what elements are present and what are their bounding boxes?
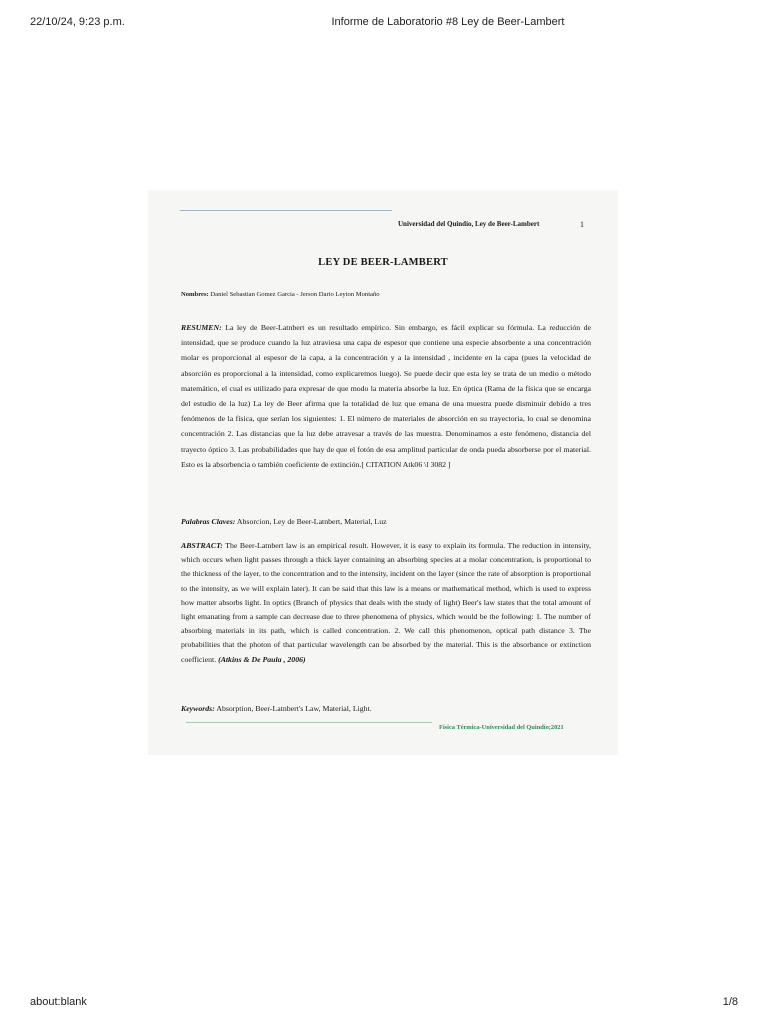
palabras-claves-text: Absorcion, Ley de Beer-Latnbert, Material, Luz — [236, 517, 387, 526]
print-url: about:blank — [30, 996, 87, 1008]
resumen-paragraph — [181, 320, 591, 472]
authors-names: Daniel Sebastian Gomez Garcia - Jerson Dario Leyton Montaño — [210, 291, 380, 298]
authors-label: Nombres: — [181, 291, 209, 298]
keywords-label: Keywords: — [181, 704, 215, 713]
palabras-claves-paragraph — [181, 514, 591, 529]
footer-rule — [186, 722, 432, 723]
keywords-paragraph — [181, 701, 591, 716]
resumen-label: RESUMEN: — [181, 323, 222, 332]
footer-note: Física Térmica-Universidad del Quindío;2021 — [439, 724, 564, 731]
document-page — [148, 190, 618, 755]
print-datetime: 22/10/24, 9:23 p.m. — [30, 16, 125, 28]
palabras-claves-label: Palabras Claves: — [181, 517, 236, 526]
document-title: LEY DE BEER-LAMBERT — [318, 257, 448, 268]
header-rule — [180, 210, 392, 211]
print-footer — [0, 996, 768, 1012]
print-page-title: Informe de Laboratorio #8 Ley de Beer-Lambert — [331, 16, 565, 28]
abstract-text: The Beer-Latnbert law is an empirical result. However, it is easy to explain its formula. The reduction in intensity, which occurs when light passes through a thick layer containing an absorbing species at a molar concentration, is proportional to the thickness of the layer, to the concentration and to the intensity, incident on the layer (since the rate of absorption is proportional to the intensity, as we will explain later). It can be said that this law is a means or mathematical method, which is used to express how matter absorbs light. In optics (Branch of physics that deals with the study of light) Beer's law states that the total amount of light emanating from a sample can decrease due to three phenomena of physics, which would be the following: 1. The number of absorbing materials in its path, which is called concentration. 2. We call this phenomenon, optical path distance 3. The probabilities that the photon of that particular wavelength can be absorbed by the material. This is the absorbance or extinction coefficient. — [181, 541, 592, 664]
print-page-indicator: 1/8 — [722, 996, 738, 1008]
running-head: Universidad del Quindío, Ley de Beer-Lambert — [398, 220, 540, 228]
resumen-text: La ley de Beer-Latnbert es un resultado empírico. Sin embargo, es fácil explicar su fórmula. La reducción de intensidad, que se produce cuando la luz atraviesa una capa de espesor que contiene una especie absorbente a una concentración molar es proporcional al espesor de la capa, a la concentración y a la intensidad , incidente en la capa (pues la velocidad de absorción es proporcional a la intensidad, como explicaremos luego). Se puede decir que esta ley se trata de un medio o método matemático, el cual es utilizado para expresar de que modo la materia absorbe la luz. En óptica (Rama de la física que se encarga del estudio de la luz) La ley de Beer afirma que la totalidad de luz que emana de una muestra puede disminuir debido a tres fenómenos de la física, que serían los siguientes: 1. El número de materiales de absorción en su trayectoria, lo cual se denomina concentración 2. Las distancias que la luz debe atravesar a través de las muestra. Denominamos a este fenómeno, distancia del trayecto óptico 3. Las probabilidades que hay de que el fotón de esa amplitud particular de onda pueda absorberse por el material. Esto es la absorbencia o también coeficiente de extinción.[ CITATION Atk06 \l 3082 ] — [181, 323, 591, 469]
abstract-citation: (Atkins & De Paula , 2006) — [218, 654, 306, 664]
abstract-label: ABSTRACT: — [181, 541, 223, 550]
abstract-paragraph — [181, 539, 591, 667]
print-header — [0, 16, 768, 32]
authors-line — [181, 291, 380, 298]
keywords-text: Absorption, Beer-Latnbert's Law, Material, Light. — [216, 704, 372, 713]
page-number: 1 — [580, 220, 584, 229]
